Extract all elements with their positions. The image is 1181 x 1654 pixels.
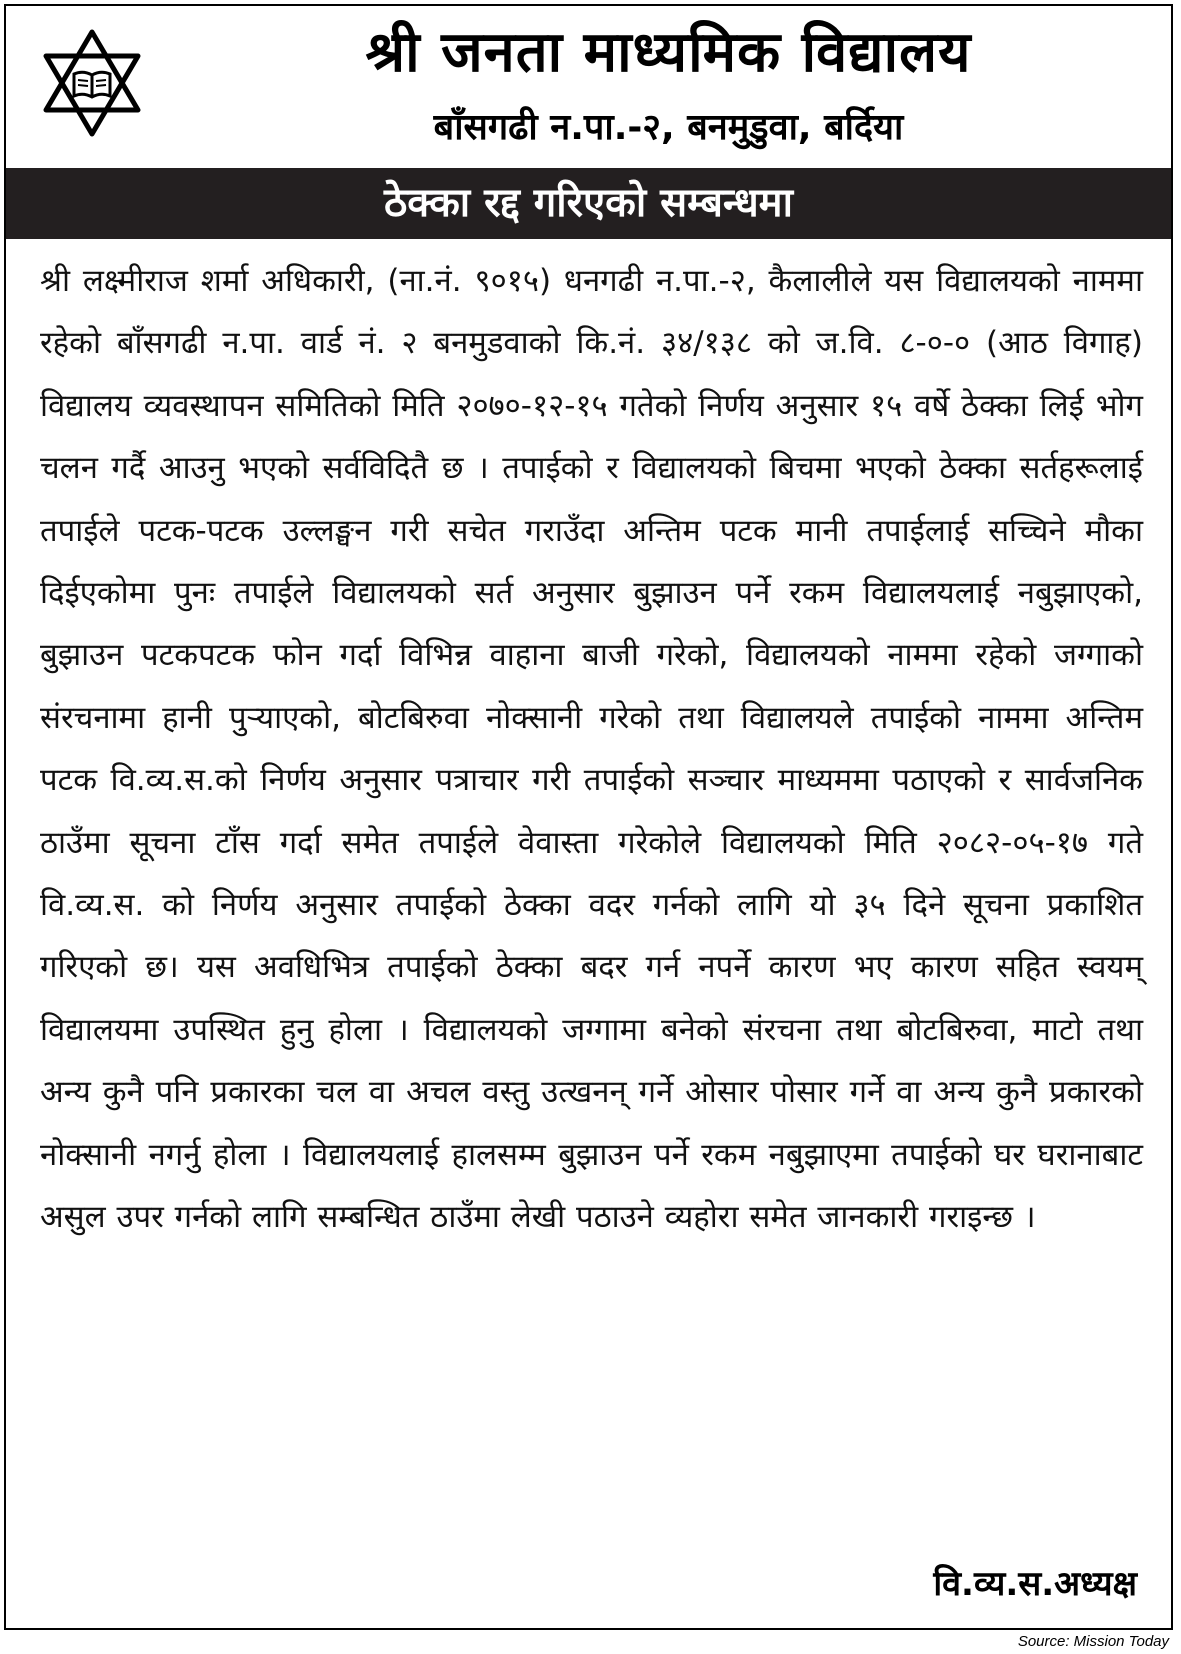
signatory-title: वि.व्य.स.अध्यक्ष bbox=[933, 1564, 1137, 1604]
source-credit: Source: Mission Today bbox=[1017, 1633, 1169, 1650]
notice-subject: ठेक्का रद्द गरिएको सम्बन्धमा bbox=[6, 168, 1171, 239]
school-logo-star-book-icon bbox=[36, 28, 148, 138]
school-name: श्री जनता माध्यमिक विद्यालय bbox=[365, 20, 972, 85]
notice-frame bbox=[4, 4, 1173, 1630]
notice-body: श्री लक्ष्मीराज शर्मा अधिकारी, (ना.नं. ९०१५) धनगढी न.पा.-२, कैलालीले यस विद्यालयको नाममा रहेको बाँसगढी न.पा. वार्ड नं. २ बनमुडवाको कि.नं. ३४/१३८ को ज.वि. ८-०-० (आठ विगाह) विद्यालय व्यवस्थापन समितिको मिति २०७०-१२-१५ गतेको निर्णय अनुसार १५ वर्षे ठेक्का लिई भोग चलन गर्दै आउनु भएको सर्वविदितै छ । तपाईको र विद्यालयको बिचमा भएको ठेक्का सर्तहरूलाई तपाईले पटक-पटक उल्लङ्घन गरी सचेत गराउँदा अन्तिम पटक मानी तपाईलाई सच्चिने मौका दिईएकोमा पुनः तपाईले विद्यालयको सर्त अनुसार बुझाउन पर्ने रकम विद्यालयलाई नबुझाएको, बुझाउन पटकपटक फोन गर्दा विभिन्न वाहाना बाजी गरेको, विद्यालयको नाममा रहेको जग्गाको संरचनामा हानी पुऱ्याएको, बोटबिरुवा नोक्सानी गरेको तथा विद्यालयले तपाईको नाममा अन्तिम पटक वि.व्य.स.को निर्णय अनुसार पत्राचार गरी तपाईको सञ्चार माध्यममा पठाएको र सार्वजनिक ठाउँमा सूचना टाँस गर्दा समेत तपाईले वेवास्ता गरेकोले विद्यालयको मिति २०८२-०५-१७ गते वि.व्य.स. को निर्णय अनुसार तपाईको ठेक्का वदर गर्नको लागि यो ३५ दिने सूचना प्रकाशित गरिएको छ। यस अवधिभित्र तपाईको ठेक्का बदर गर्न नपर्ने कारण भए कारण सहित स्वयम् विद्यालयमा उपस्थित हुनु होला । विद्यालयको जग्गामा बनेको संरचना तथा बोटबिरुवा, माटो तथा अन्य कुनै पनि प्रकारका चल वा अचल वस्तु उत्खनन् गर्ने ओसार पोसार गर्ने वा अन्य कुनै प्रकारको नोक्सानी नगर्नु होला । विद्यालयलाई हालसम्म बुझाउन पर्ने रकम नबुझाएमा तपाईको घर घरानाबाट असुल उपर गर्नको लागि सम्बन्धित ठाउँमा लेखी पठाउने व्यहोरा समेत जानकारी गराइन्छ । bbox=[40, 263, 1143, 1236]
notice-header bbox=[6, 6, 1171, 168]
school-address: बाँसगढी न.पा.-२, बनमुडुवा, बर्दिया bbox=[433, 107, 904, 148]
